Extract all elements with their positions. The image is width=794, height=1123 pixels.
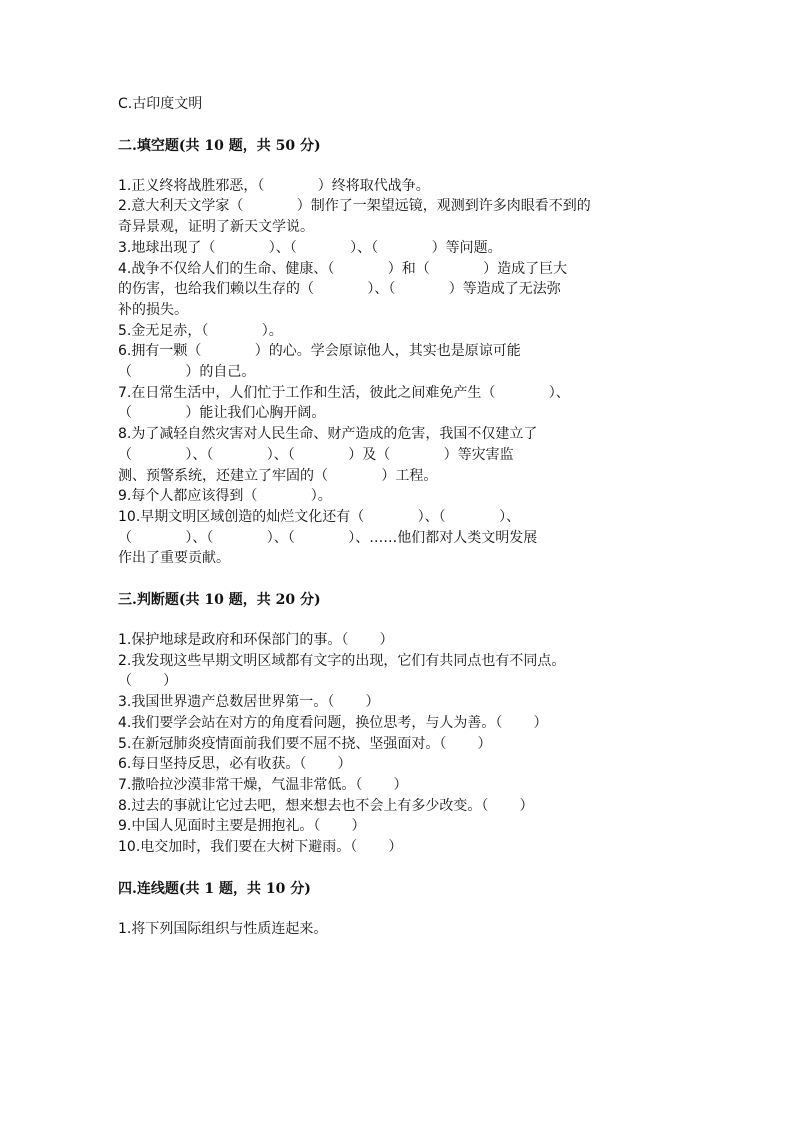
question-line: 2.意大利天文学家（ ）制作了一架望远镜，观测到许多肉眼看不到的 (118, 198, 591, 215)
question-line: 作出了重要贡献。 (118, 550, 230, 567)
question-line: 4.战争不仅给人们的生命、健康、（ ）和（ ）造成了巨大 (118, 260, 568, 277)
question-line: 3.地球出现了（ ）、（ ）、（ ）等问题。 (118, 239, 502, 256)
question-line: 1.将下列国际组织与性质连起来。 (118, 920, 328, 937)
question-line: 2.我发现这些早期文明区域都有文字的出现，它们有共同点也有不同点。 (118, 652, 566, 669)
question-line: 3.我国世界遗产总数居世界第一。（ ） (118, 694, 380, 711)
question-line: 10.早期文明区域创造的灿烂文化还有（ ）、（ ）、 (118, 508, 521, 525)
question-line: （ ）、（ ）、（ ）、……他们都对人类文明发展 (118, 529, 538, 546)
section-heading-fill-in: 二.填空题(共 10 题，共 50 分) (118, 137, 321, 154)
question-line: 的伤害，也给我们赖以生存的（ ）、（ ）等造成了无法弥 (118, 281, 561, 298)
section-heading-matching: 四.连线题(共 1 题，共 10 分) (118, 880, 311, 897)
question-line: （ ）的自己。 (118, 364, 256, 381)
question-line: 补的损失。 (118, 301, 188, 318)
fill-in-questions (118, 176, 678, 569)
exam-page (118, 94, 678, 940)
question-line: 7.在日常生活中，人们忙于工作和生活，彼此之间难免产生（ ）、 (118, 384, 570, 401)
question-line: （ ）能让我们心胸开阔。 (118, 405, 326, 422)
question-line: 5.在新冠肺炎疫情面前我们要不屈不挠、坚强面对。（ ） (118, 735, 492, 752)
section-heading-true-false: 三.判断题(共 10 题，共 20 分) (118, 592, 321, 609)
question-line: 9.中国人见面时主要是拥抱礼。（ ） (118, 818, 366, 835)
matching-questions (118, 919, 678, 940)
question-line: 测、预警系统，还建立了牢固的（ ）工程。 (118, 467, 438, 484)
question-line: 4.我们要学会站在对方的角度看问题，换位思考，与人为善。（ ） (118, 714, 548, 731)
question-line: 8.为了减轻自然灾害对人民生命、财产造成的危害，我国不仅建立了 (118, 426, 538, 443)
true-false-questions (118, 630, 678, 858)
question-line: 7.撒哈拉沙漠非常干燥，气温非常低。（ ） (118, 776, 408, 793)
question-line: （ ） (118, 673, 178, 690)
question-line: 1.正义终将战胜邪恶，（ ）终将取代战争。 (118, 177, 430, 194)
question-line: 5.金无足赤，（ ）。 (118, 322, 283, 339)
question-line: 9.每个人都应该得到（ ）。 (118, 488, 332, 505)
question-line: 1.保护地球是政府和环保部门的事。（ ） (118, 632, 394, 649)
question-line: 6.每日坚持反思，必有收获。（ ） (118, 756, 352, 773)
option-c: C.古印度文明 (118, 96, 203, 112)
question-line: 奇异景观，证明了新天文学说。 (118, 219, 314, 236)
question-line: 8.过去的事就让它过去吧，想来想去也不会上有多少改变。（ ） (118, 797, 534, 814)
question-line: 6.拥有一颗（ ）的心。学会原谅他人，其实也是原谅可能 (118, 343, 521, 360)
question-line: （ ）、（ ）、（ ）及（ ）等灾害监 (118, 446, 514, 463)
question-line: 10.电交加时，我们要在大树下避雨。（ ） (118, 839, 403, 856)
